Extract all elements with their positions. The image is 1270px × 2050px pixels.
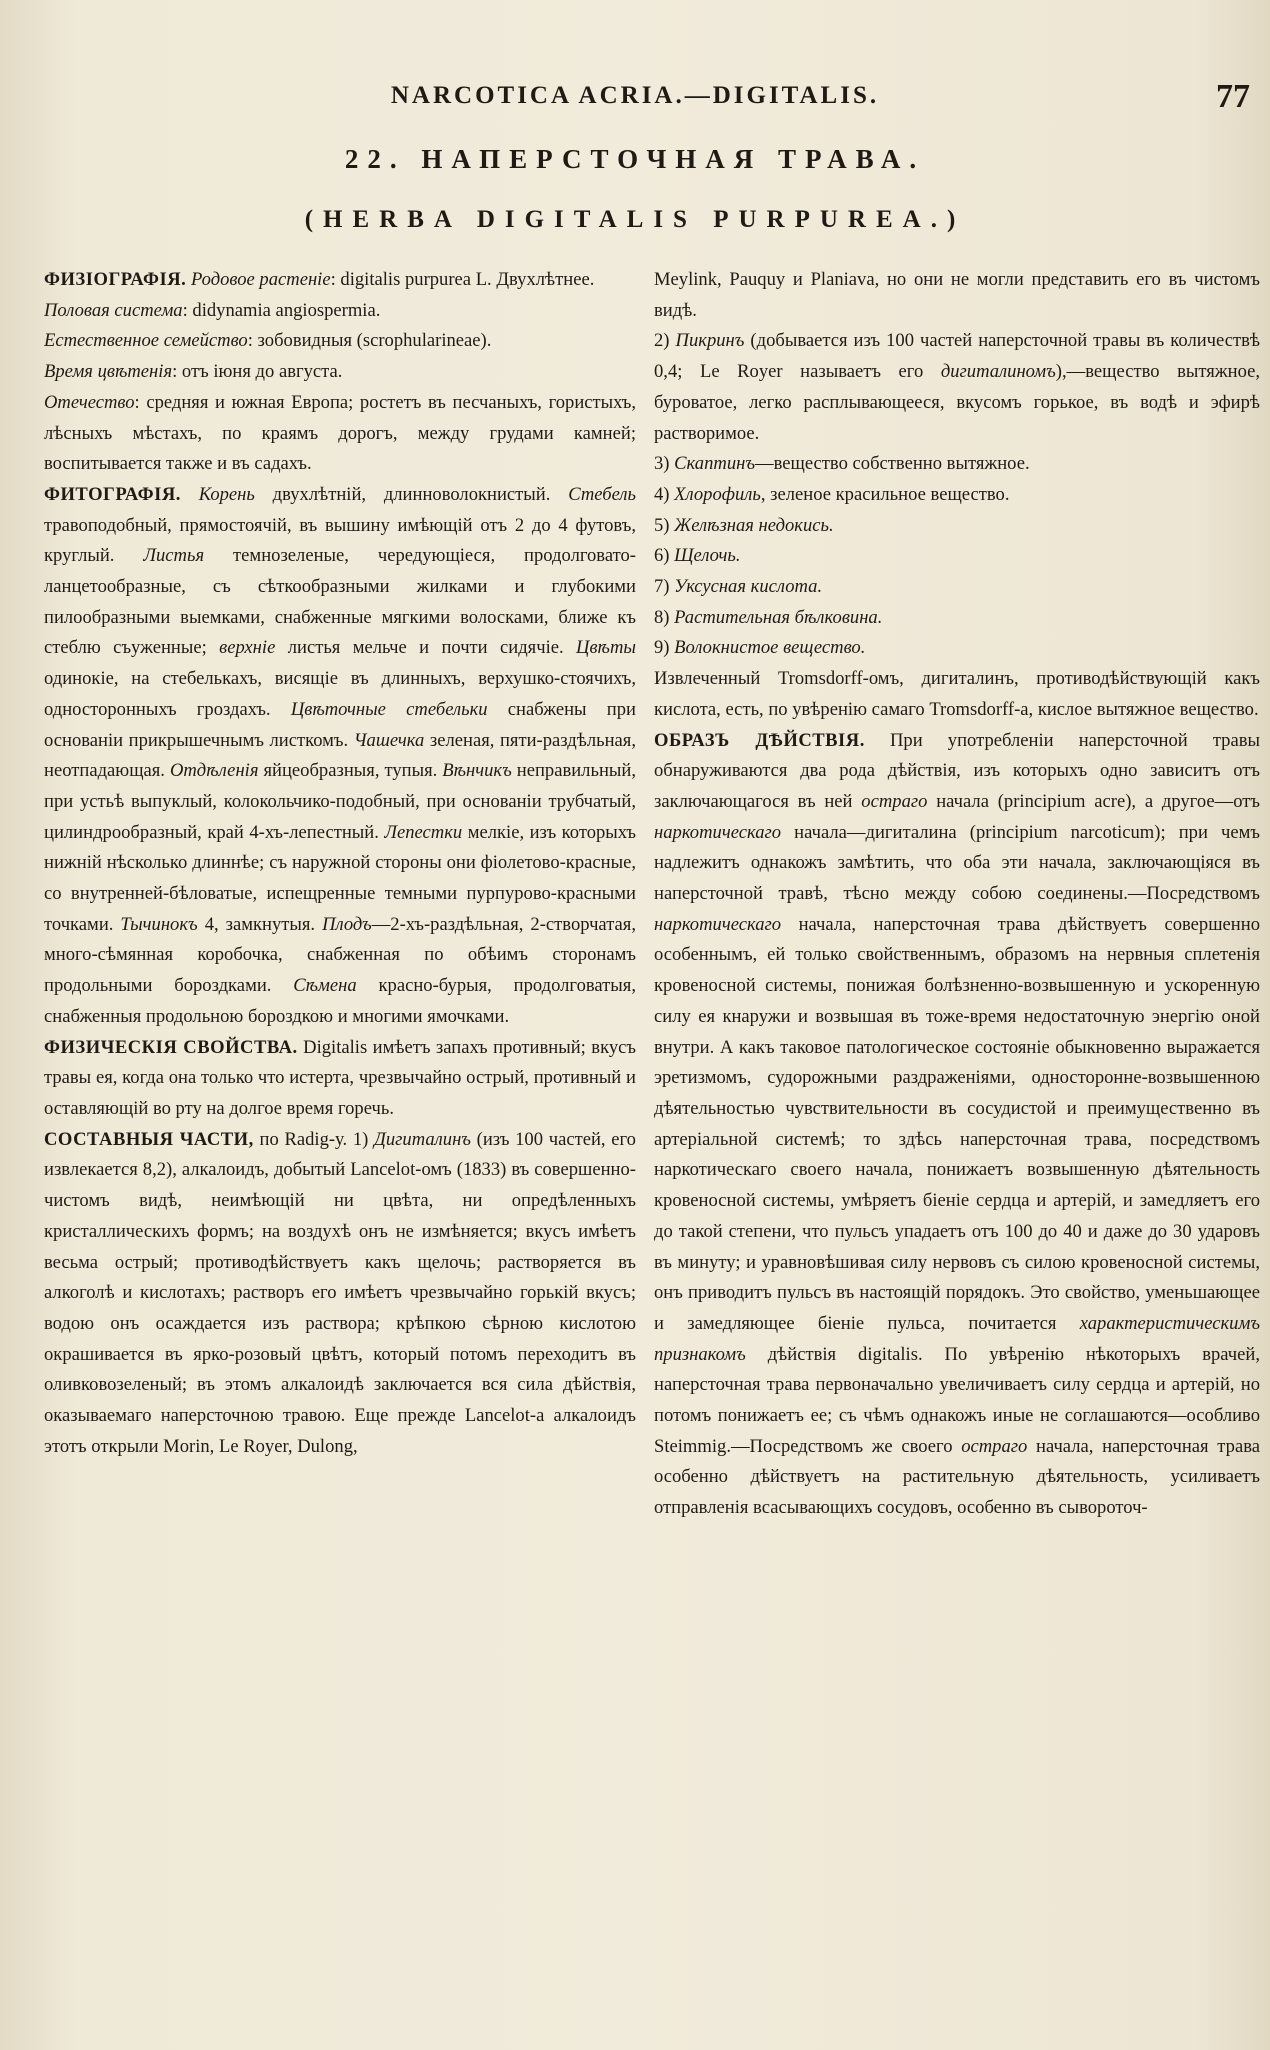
term: Половая система xyxy=(44,299,183,321)
term: дигиталиномъ xyxy=(940,361,1056,383)
paragraph-constituents xyxy=(44,1125,636,1463)
list-item-fiber xyxy=(654,633,1260,664)
term: Отдѣленія xyxy=(169,760,259,782)
page-number: 77 xyxy=(1216,78,1250,115)
term: наркотическаго xyxy=(654,821,782,843)
item-number: 5) xyxy=(654,514,670,536)
term: Естественное семейство xyxy=(44,330,248,352)
text: 4, замкнутыя. xyxy=(197,913,316,935)
left-column xyxy=(44,265,636,2035)
paragraph-flowering xyxy=(44,357,636,388)
text: начала, наперсточная трава дѣйствуетъ совершенно особеннымъ, ей только свойственнымъ, образомъ на нервныя сплетенія кровеносной системы, понижая болѣзненно-возвышенную и ускоренную силу ея кнаружи и возвышая въ тоже-время недостаточную энергію оной внутри. А какъ таковое патологическое состояніе обыкновенно выражается эретизмомъ, судорожными раздраженіями, односторонне-возвышенною дѣятельностью чувствительности въ сосудистой и преимущественно въ артеріальной системѣ; то здѣсь наперсточная трава, посредствомъ наркотическаго своего начала, понижаетъ возвышенную дѣятельность кровеносной системы, умѣряетъ біеніе сердца и артерій, и замедляетъ его до такой степени, что пульсъ упадаетъ отъ 100 до 40 и даже до 30 ударовъ въ минуту; и уравновѣшивая силу нервовъ съ силою кровеносной системы, онъ приводитъ пульсъ въ настоящій порядокъ. Это свойство, уменьшающее и замедляющее біеніе пульса, почитается xyxy=(654,913,1260,1334)
term: характеристическимъ признакомъ xyxy=(654,1312,1260,1365)
item-number: 7) xyxy=(654,576,670,598)
section-heading: ФИЗИЧЕСКІЯ СВОЙСТВА. xyxy=(44,1036,298,1058)
term: Волокнистое вещество. xyxy=(674,637,866,659)
term: Растительная бѣлковина. xyxy=(674,606,883,628)
term: Уксусная кислота. xyxy=(674,576,823,598)
term: Плодъ xyxy=(322,913,372,935)
term: Щелочь. xyxy=(674,545,741,567)
term: Отечество xyxy=(44,391,135,413)
text: : зобовидныя (scrophularineae). xyxy=(247,330,492,352)
list-item-albumin xyxy=(654,603,1260,634)
text: —2-хъ-раздѣльная, 2-створчатая, много-сѣмянная коробочка, снабженная по обѣимъ сторонамъ продольными бороздками. xyxy=(44,913,636,997)
text: одинокіе, на стебелькахъ, висящіе въ длинныхъ, верхушко-стоячихъ, односторонныхъ гроздахъ. xyxy=(44,668,636,720)
text: яйцеобразныя, тупыя. xyxy=(258,760,438,782)
text: ),—вещество вытяжное, буроватое, легко расплывающееся, вкусомъ горькое, въ водѣ и эфирѣ растворимое. xyxy=(654,361,1260,444)
term: Сѣмена xyxy=(293,975,357,997)
paragraph-habitat xyxy=(44,388,636,480)
text: : digitalis purpurea L. Двухлѣтнее. xyxy=(330,269,595,290)
text: листья мельче и почти сидячіе. xyxy=(275,637,564,659)
term: Тычинокъ xyxy=(120,913,198,935)
paragraph-family xyxy=(44,326,636,357)
term: Цвѣточные стебельки xyxy=(290,698,488,720)
term: Желѣзная недокись. xyxy=(674,514,834,536)
article-subtitle: (HERBA DIGITALIS PURPUREA.) xyxy=(304,206,966,233)
text: начала—дигиталина (principium narcoticum); при чемъ надлежитъ однакожъ замѣтить, что оба эти начала, заключающіяся въ наперсточной травѣ, тѣсно между собою соединены.—Посредствомъ xyxy=(654,821,1260,905)
term: Листья xyxy=(143,545,205,567)
text: начала, наперсточная трава особенно дѣйствуетъ на растительную дѣятельность, усиливаетъ отправленія всасывающихъ сосудовъ, особенно въ сывороточ- xyxy=(654,1435,1260,1519)
list-item-picrin xyxy=(654,326,1260,449)
term: верхніе xyxy=(219,637,276,659)
term: Родовое растеніе xyxy=(190,269,331,290)
running-head: NARCOTICA ACRIA.—DIGITALIS. xyxy=(390,82,880,109)
paragraph-mode-of-action xyxy=(654,726,1260,1524)
item-number: 2) xyxy=(654,330,670,352)
paragraph-physiography xyxy=(44,265,636,296)
term: Пикринъ xyxy=(675,330,745,352)
text: начала (principium acre), а другое—отъ xyxy=(927,790,1260,812)
term: Цвѣты xyxy=(576,637,636,659)
term: остраго xyxy=(861,790,928,812)
list-item-scaptin xyxy=(654,449,1260,480)
text: по Radig-у. 1) xyxy=(253,1128,369,1150)
term: Дигиталинъ xyxy=(374,1128,471,1150)
text: : отъ іюня до августа. xyxy=(172,361,343,383)
text: : didynamia angiospermia. xyxy=(182,299,381,321)
text: темнозеленые, чередующіеся, продолговато-ланцетообразные, съ сѣткообразными жилками и глубокими пилообразными выемками, снабженные мягкими волосками, ближе къ стеблю съуженные; xyxy=(44,545,636,659)
term: Стебель xyxy=(568,483,636,505)
right-column xyxy=(654,265,1260,2035)
term: Лепестки xyxy=(384,821,463,843)
text: красно-бурыя, продолговатыя, снабженныя продольною бороздкою и многими ямочками. xyxy=(44,975,636,1027)
text: неправильный, при устьѣ выпуклый, колокольчико-подобный, при основаніи трубчатый, цилиндрообразный, край 4-хъ-лепестный. xyxy=(44,760,636,843)
text: , зеленое красильное вещество. xyxy=(760,483,1010,505)
paragraph-phytography xyxy=(44,480,636,1033)
text: дѣйствія digitalis. По увѣренію нѣкоторыхъ врачей, наперсточная трава первоначально увеличиваетъ силу сердца и артерій, но потомъ понижаетъ ее; съ чѣмъ однакожъ иные не соглашаются—особливо Steimmig.—Посредствомъ же своего xyxy=(654,1343,1260,1457)
list-item-acetic-acid xyxy=(654,572,1260,603)
text: Digitalis имѣетъ запахъ противный; вкусъ травы ея, когда она только что истерта, чрезвычайно острый, противный и оставляющій во рту на долгое время горечь. xyxy=(44,1036,636,1119)
term: наркотическаго xyxy=(654,913,782,935)
term: Чашечка xyxy=(353,729,425,751)
text: (добывается изъ 100 частей наперсточной травы въ количествѣ 0,4; Le Royer называетъ его xyxy=(654,330,1260,383)
list-item-chlorophyll xyxy=(654,480,1260,511)
item-number: 4) xyxy=(654,483,670,505)
text: мелкіе, изъ которыхъ нижній нѣсколько длиннѣе; съ наружной стороны они фіолетово-красные, со внутренней-бѣловатые, испещренные темными пурпурово-красными точками. xyxy=(44,821,636,935)
item-number: 3) xyxy=(654,453,670,475)
term: Скаптинъ xyxy=(674,453,755,475)
article-title: 22. НАПЕРСТОЧНАЯ ТРАВА. xyxy=(344,144,926,174)
text: При употребленіи наперсточной травы обнаруживаются два рода дѣйствія, изъ которыхъ одно зависитъ отъ заключающагося въ ней xyxy=(654,729,1260,812)
paragraph-sexual-system xyxy=(44,296,636,327)
text: (изъ 100 частей, его извлекается 8,2), алкалоидъ, добытый Lancelot-омъ (1833) въ совершенно-чистомъ видѣ, неимѣющій ни цвѣта, ни опредѣленныхъ кристаллическихъ формъ; на воздухѣ онъ не измѣняется; вкусъ имѣетъ весьма острый; противодѣйствуетъ какъ щелочь; растворяется въ алкоголѣ и кислотахъ; растворъ его имѣетъ чрезвычайно горькій вкусъ; водою онъ осаждается изъ раствора; крѣпкою сѣрною кислотою окрашивается въ ярко-розовый цвѣтъ, который потомъ переходитъ въ оливковозеленый; въ этомъ алкалоидѣ заключается вся сила дѣйствія, оказываемаго наперсточною травою. Еще прежде Lancelot-а алкалоидъ этотъ открыли Morin, Le Royer, Dulong, xyxy=(44,1128,636,1457)
term: остраго xyxy=(961,1435,1028,1457)
section-heading: ФИТОГРАФІЯ. xyxy=(44,483,181,505)
paragraph-physical-properties xyxy=(44,1033,636,1125)
section-heading: ОБРАЗЪ ДѢЙСТВІЯ. xyxy=(654,729,865,751)
list-item-iron xyxy=(654,511,1260,542)
text: травоподобный, прямостоячій, въ вышину имѣющій отъ 2 до 4 футовъ, круглый. xyxy=(44,514,636,567)
item-number: 8) xyxy=(654,606,670,628)
text: двухлѣтній, длинноволокнистый. xyxy=(254,483,551,505)
text: —вещество собственно вытяжное. xyxy=(755,453,1030,475)
text: : средняя и южная Европа; ростетъ въ песчаныхъ, гористыхъ, лѣсныхъ мѣстахъ, по краямъ дорогъ, между грудами камней; воспитывается также и въ садахъ. xyxy=(44,391,636,475)
term: Корень xyxy=(198,483,255,505)
paragraph-tromsdorff: Извлеченный Tromsdorff-омъ, дигиталинъ, противодѣйствующій какъ кислота, есть, по увѣренію самаго Tromsdorff-а, кислое вытяжное вещество. xyxy=(654,668,1260,720)
text: снабжены при основаніи прикрышечнымъ листкомъ. xyxy=(44,698,636,751)
section-heading: ФИЗІОГРАФІЯ. xyxy=(44,269,187,290)
list-item-alkali xyxy=(654,541,1260,572)
term: Вѣнчикъ xyxy=(442,760,512,782)
text: зеленая, пяти-раздѣльная, неотпадающая. xyxy=(44,729,636,782)
item-number: 9) xyxy=(654,637,670,659)
section-heading: СОСТАВНЫЯ ЧАСТИ, xyxy=(44,1128,254,1150)
term: Время цвѣтенія xyxy=(44,361,173,383)
item-number: 6) xyxy=(654,545,670,567)
paragraph-continuation: Meylink, Pauquy и Planiava, но они не могли представить его въ чистомъ видѣ. xyxy=(654,269,1260,321)
term: Хлорофиль xyxy=(674,483,761,505)
